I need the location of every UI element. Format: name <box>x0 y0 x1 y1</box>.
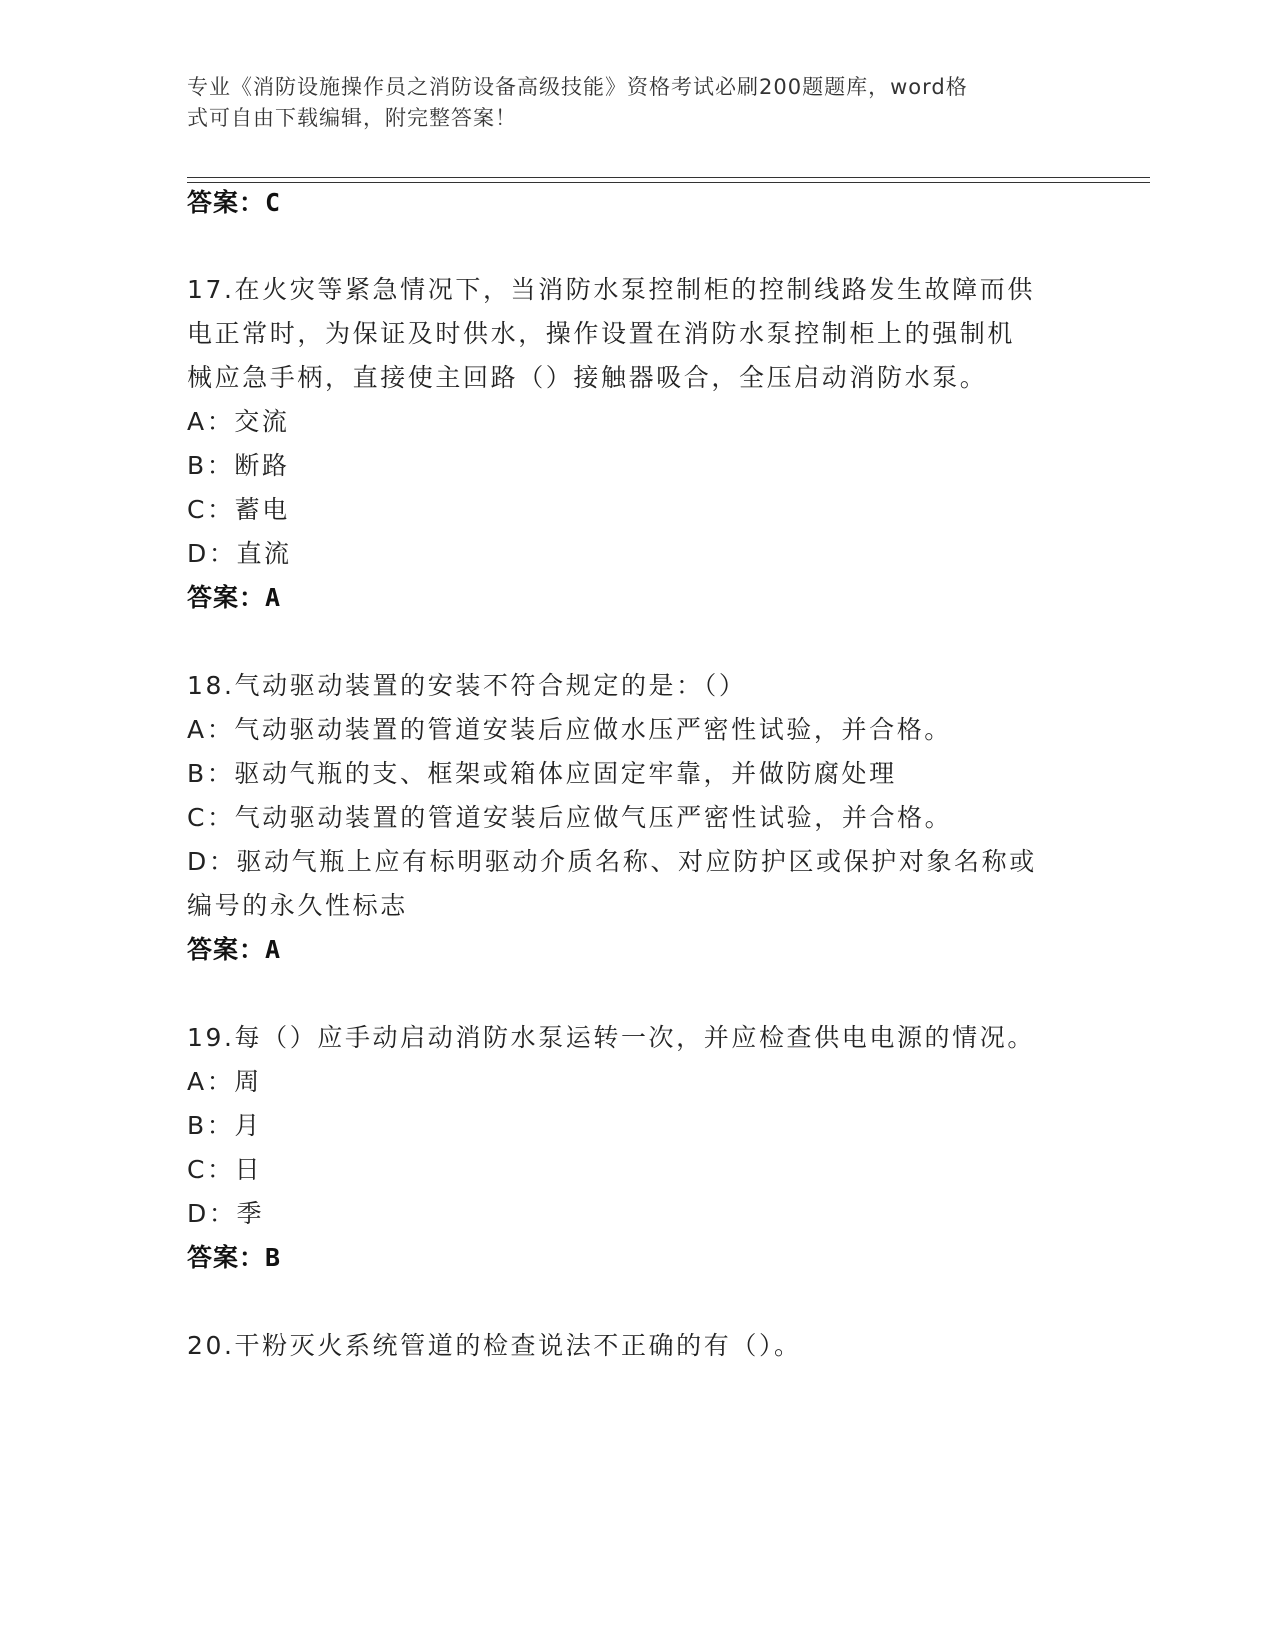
option-a: A：交流 <box>187 407 290 436</box>
answer-line <box>187 583 281 613</box>
option-b: B：月 <box>187 1111 262 1140</box>
option-b: B：驱动气瓶的支、框架或箱体应固定牢靠，并做防腐处理 <box>187 759 897 788</box>
header-divider-bottom <box>187 182 1150 183</box>
answer-line <box>187 188 281 218</box>
header-line-1: 专业《消防设施操作员之消防设备高级技能》资格考试必刷200题题库，word格 <box>187 75 968 99</box>
option-d: D：季 <box>187 1199 265 1228</box>
header-line-2: 式可自由下载编辑，附完整答案！ <box>187 106 517 130</box>
question-stem-line: 械应急手柄，直接使主回路（）接触器吸合，全压启动消防水泵。 <box>187 363 988 392</box>
option-d: D：驱动气瓶上应有标明驱动介质名称、对应防护区或保护对象名称或 <box>187 847 1037 876</box>
option-a: A：周 <box>187 1067 262 1096</box>
answer-line <box>187 935 281 965</box>
answer-value: A <box>265 935 282 964</box>
question-stem-line: 电正常时，为保证及时供水，操作设置在消防水泵控制柜上的强制机 <box>187 319 1016 348</box>
answer-value: A <box>265 583 282 612</box>
option-c: C：日 <box>187 1155 263 1184</box>
answer-label: 答案： <box>187 583 266 612</box>
document-header <box>187 72 1067 134</box>
option-c: C：蓄电 <box>187 495 290 524</box>
option-b: B：断路 <box>187 451 290 480</box>
answer-label: 答案： <box>187 935 266 964</box>
option-d-continued: 编号的永久性标志 <box>187 891 408 920</box>
header-divider-top <box>187 177 1150 178</box>
question-stem-line: 20.干粉灭火系统管道的检查说法不正确的有（）。 <box>187 1331 802 1360</box>
answer-label: 答案： <box>187 1243 266 1272</box>
option-c: C：气动驱动装置的管道安装后应做气压严密性试验，并合格。 <box>187 803 953 832</box>
answer-label: 答案： <box>187 188 266 217</box>
question-stem-line: 19.每（）应手动启动消防水泵运转一次，并应检查供电电源的情况。 <box>187 1023 1035 1052</box>
question-stem-line: 18.气动驱动装置的安装不符合规定的是：（） <box>187 671 747 700</box>
answer-line <box>187 1243 281 1273</box>
option-d: D：直流 <box>187 539 292 568</box>
answer-value: B <box>265 1243 282 1272</box>
answer-value: C <box>265 188 282 217</box>
option-a: A：气动驱动装置的管道安装后应做水压严密性试验，并合格。 <box>187 715 952 744</box>
question-stem-line: 17.在火灾等紧急情况下，当消防水泵控制柜的控制线路发生故障而供 <box>187 275 1035 304</box>
